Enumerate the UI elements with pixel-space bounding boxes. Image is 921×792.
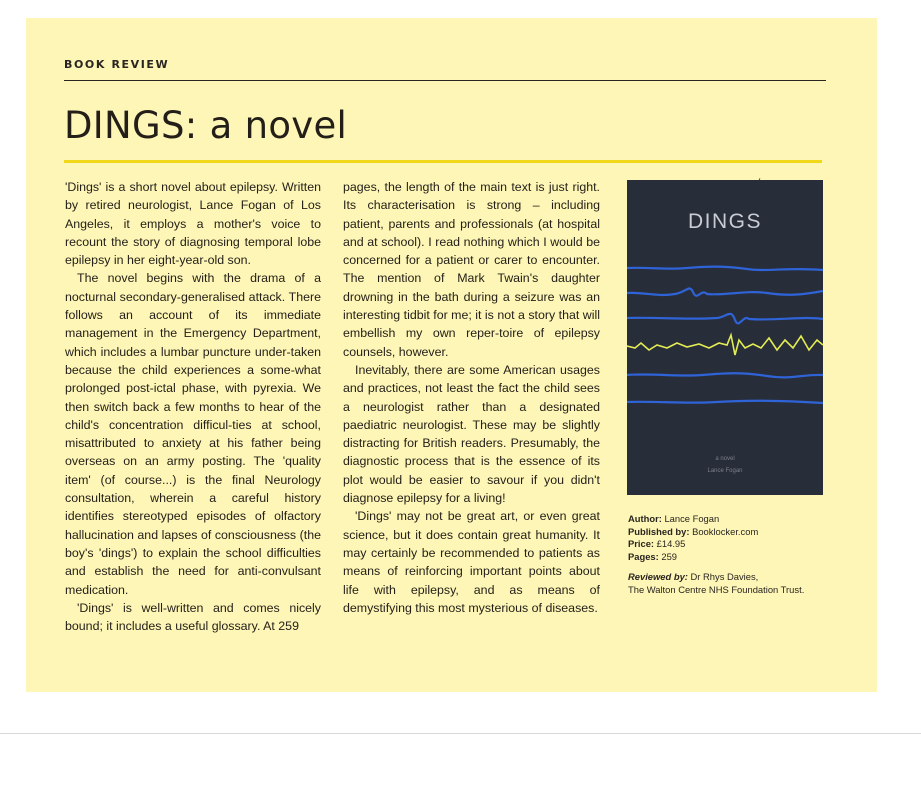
body-column-1 xyxy=(65,178,321,635)
paragraph: Inevitably, there are some American usages and practices, not least the fact the child sees a neurologist rather than a designated paediatric neurologist. These may be slightly distracting for British readers. Presumably, the diagnostic process that is the essence of its plot would be easier to savour if you didn't diagnose epilepsy for a living! xyxy=(343,362,600,506)
pages-label: Pages: xyxy=(628,550,659,562)
author-row xyxy=(628,513,838,526)
paragraph: The novel begins with the drama of a nocturnal secondary-generalised attack. There follows an account of its immediate management in the Emergency Department, which includes a lumbar puncture under-taken because the child experiences a some-what prolonged post-ictal phase, with pyrexia. We then switch back a few months to hear of the child's concentration difficul-ties at school, misattributed to anxiety at his father being overseas on an army posting. The 'quality item' (of course...) is the final Neurology consultation, wherein a careful history identifies stereotyped episodes of olfactory hallucination and lapses of consciousness (the boy's 'dings') to explain the school difficulties and establish the need for anti-convulsant medication. xyxy=(65,271,321,597)
paragraph: 'Dings' is well-written and comes nicely bound; it includes a useful glossary. At 259 xyxy=(65,600,321,634)
pages-value: 259 xyxy=(661,550,678,562)
publisher-label: Published by: xyxy=(628,525,690,537)
article-title: DINGS: a novel xyxy=(64,104,348,147)
scan-edge-line xyxy=(0,733,921,734)
body-column-2 xyxy=(343,178,600,617)
publisher-value: Booklocker.com xyxy=(692,525,759,537)
paragraph: pages, the length of the main text is just right. Its characterisation is strong – including patient, parents and professionals (at hospital and at school). I read nothing which I would be concerned for a patient or carer to encounter. The mention of Mark Twain's daughter drowning in the bath during a seizure was an interesting tidbit for me; it is not a story that will embellish my own reper-toire of epilepsy counsels, however. xyxy=(343,180,600,359)
author-value: Lance Fogan xyxy=(664,513,720,524)
price-value: £14.95 xyxy=(656,538,686,550)
review-page xyxy=(26,18,877,692)
cover-author: Lance Fogan xyxy=(707,468,743,474)
pages-row xyxy=(628,551,838,564)
reviewer-row xyxy=(628,571,838,584)
price-label: Price: xyxy=(628,538,655,550)
reviewer-name: Dr Rhys Davies, xyxy=(690,571,759,583)
paragraph: 'Dings' may not be great art, or even great science, but it does contain great humanity. It may certainly be recommended to patients as means of reinforcing important points about life with epilepsy, and as means of demystifying this most mysterious of diseases. xyxy=(343,509,600,615)
author-label: Author: xyxy=(628,513,662,524)
publisher-row xyxy=(628,526,838,539)
title-accent-rule xyxy=(64,160,822,163)
price-row xyxy=(628,538,838,551)
book-details xyxy=(628,513,838,597)
cover-subtitle: a novel xyxy=(715,456,735,462)
header-rule xyxy=(64,80,826,81)
paragraph: 'Dings' is a short novel about epilepsy. Written by retired neurologist, Lance Fogan of Los Angeles, it employs a mother's voice to recount the story of diagnosing temporal lobe epilepsy in her eight-year-old son. xyxy=(65,180,321,268)
book-cover-image xyxy=(627,180,823,495)
reviewer-org: The Walton Centre NHS Foundation Trust. xyxy=(628,583,805,595)
reviewer-label: Reviewed by: xyxy=(628,571,688,583)
section-label: BOOK REVIEW xyxy=(64,58,170,71)
cover-title: DINGS xyxy=(687,210,762,233)
